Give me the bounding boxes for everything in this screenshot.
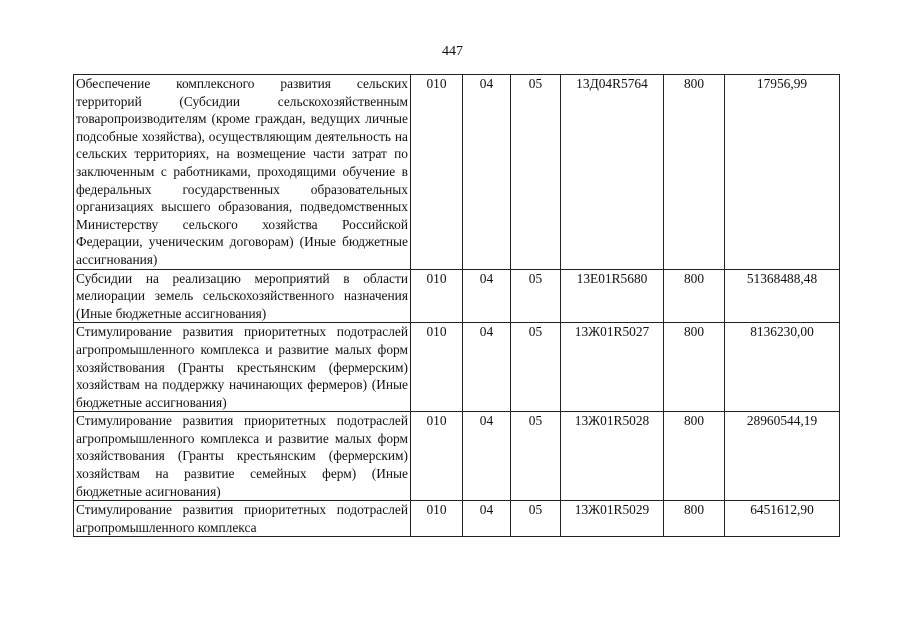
table-row xyxy=(74,269,840,323)
expense-type-code: 800 xyxy=(664,412,725,501)
budget-table xyxy=(73,74,840,537)
row-description: Субсидии на реализацию мероприятий в области мелиорации земель сельскохозяйственного назначения (Иные бюджетные ассигнования) xyxy=(74,269,411,323)
table-row xyxy=(74,501,840,537)
section-code: 04 xyxy=(463,412,511,501)
row-description: Стимулирование развития приоритетных подотраслей агропромышленного комплекса и развитие малых форм хозяйствования (Гранты крестьянским (фермерским) хозяйствам на развитие семейных ферм) (Иные бюджетные асигнования) xyxy=(74,412,411,501)
row-description: Стимулирование развития приоритетных подотраслей агропромышленного комплекса xyxy=(74,501,411,537)
ministry-code: 010 xyxy=(411,75,463,270)
amount-value: 8136230,00 xyxy=(725,323,840,412)
row-description: Стимулирование развития приоритетных подотраслей агропромышленного комплекса и развитие малых форм хозяйствования (Гранты крестьянским (фермерским) хозяйствам на поддержку начинающих фермеров) (Иные бюджетные ассигнования) xyxy=(74,323,411,412)
target-article-code: 13Ж01R5027 xyxy=(561,323,664,412)
ministry-code: 010 xyxy=(411,412,463,501)
section-code: 04 xyxy=(463,323,511,412)
target-article-code: 13Ж01R5029 xyxy=(561,501,664,537)
expense-type-code: 800 xyxy=(664,269,725,323)
subsection-code: 05 xyxy=(511,269,561,323)
amount-value: 51368488,48 xyxy=(725,269,840,323)
target-article-code: 13Е01R5680 xyxy=(561,269,664,323)
target-article-code: 13Д04R5764 xyxy=(561,75,664,270)
ministry-code: 010 xyxy=(411,269,463,323)
ministry-code: 010 xyxy=(411,323,463,412)
section-code: 04 xyxy=(463,75,511,270)
subsection-code: 05 xyxy=(511,75,561,270)
subsection-code: 05 xyxy=(511,412,561,501)
table-row xyxy=(74,412,840,501)
amount-value: 28960544,19 xyxy=(725,412,840,501)
section-code: 04 xyxy=(463,501,511,537)
amount-value: 17956,99 xyxy=(725,75,840,270)
subsection-code: 05 xyxy=(511,323,561,412)
row-description: Обеспечение комплексного развития сельских территорий (Субсидии сельскохозяйственным товаропроизводителям (кроме граждан, ведущих личные подсобные хозяйства), осуществляющим деятельность на сельских территориях, на возмещение части затрат по заключенным с работниками, проходящими обучение в федеральных государственных образовательных организациях высшего образования, подведомственных Министерству сельского хозяйства Российской Федерации, ученическим договорам) (Иные бюджетные ассигнования) xyxy=(74,75,411,270)
amount-value: 6451612,90 xyxy=(725,501,840,537)
expense-type-code: 800 xyxy=(664,323,725,412)
section-code: 04 xyxy=(463,269,511,323)
subsection-code: 05 xyxy=(511,501,561,537)
table-row xyxy=(74,323,840,412)
table-row xyxy=(74,75,840,270)
target-article-code: 13Ж01R5028 xyxy=(561,412,664,501)
ministry-code: 010 xyxy=(411,501,463,537)
page-number: 447 xyxy=(442,44,463,59)
expense-type-code: 800 xyxy=(664,75,725,270)
expense-type-code: 800 xyxy=(664,501,725,537)
